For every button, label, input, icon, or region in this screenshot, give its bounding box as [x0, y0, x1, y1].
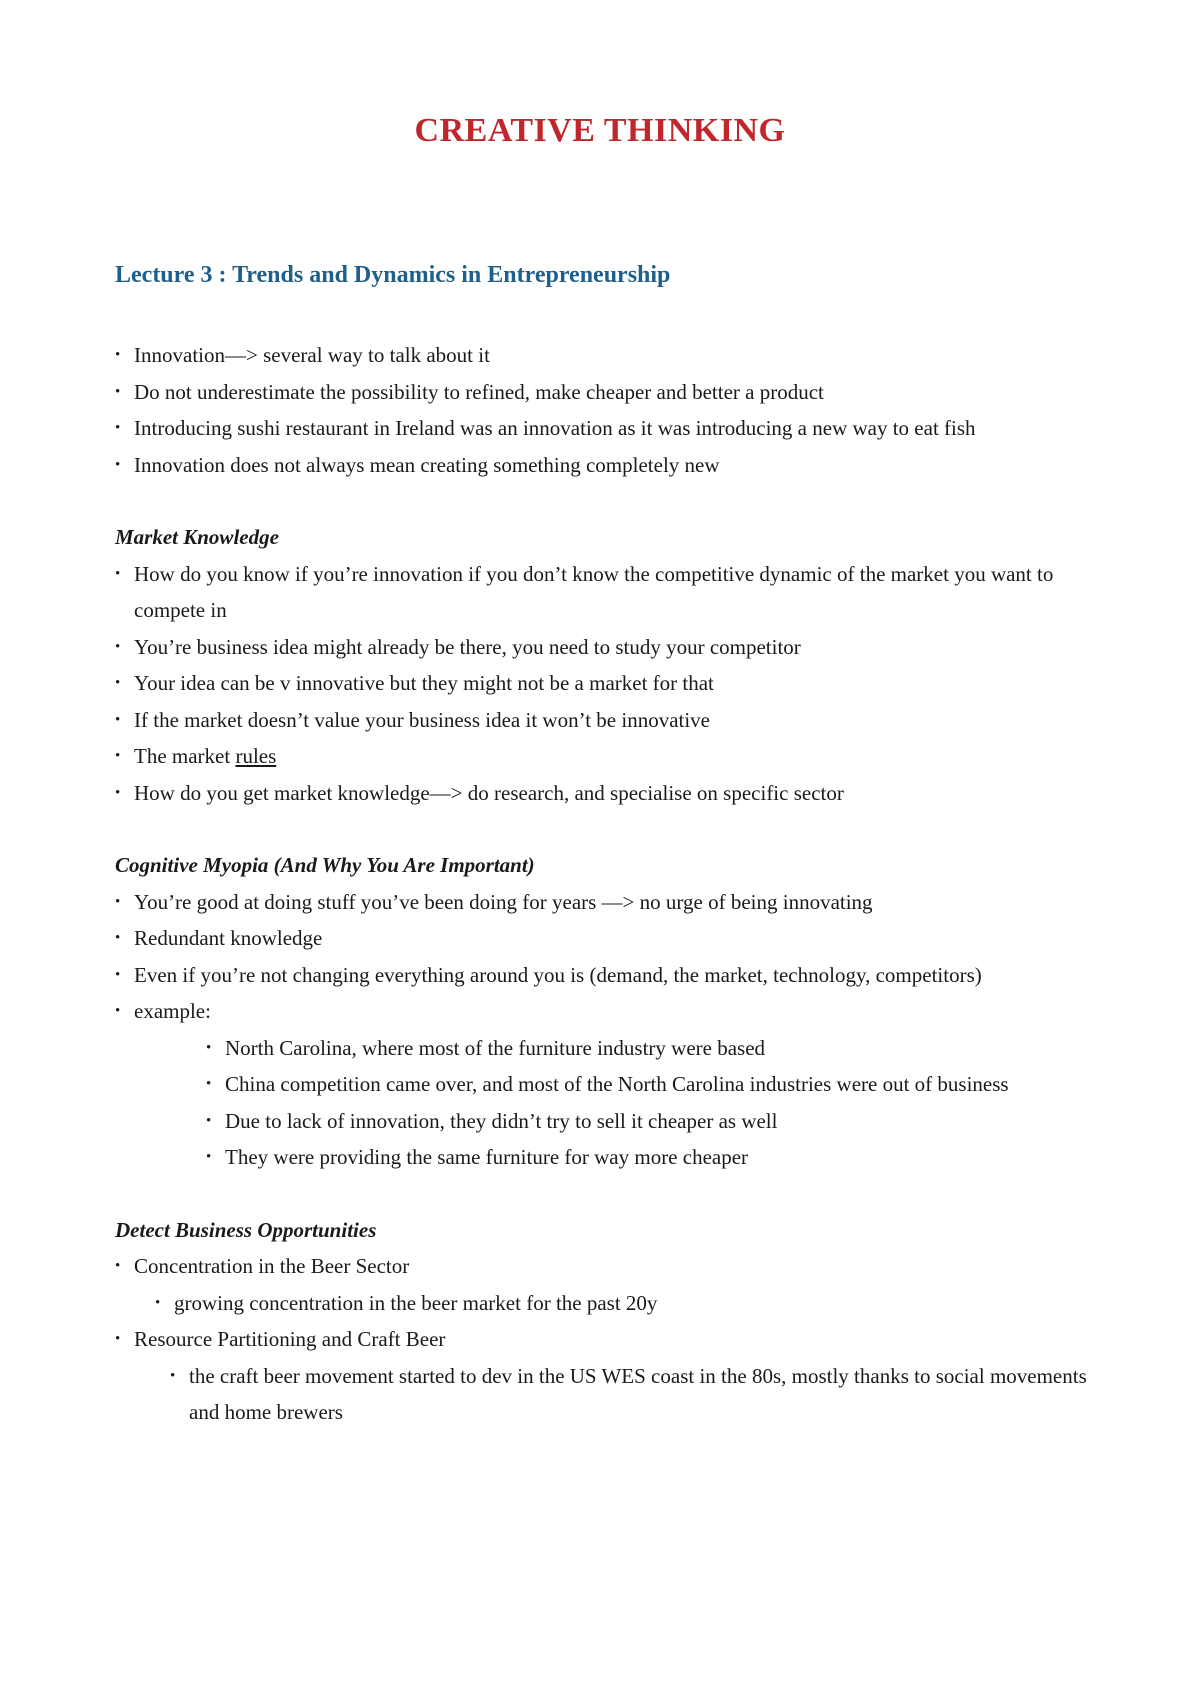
- beer-sublist: [115, 1285, 1090, 1322]
- list-item: • growing concentration in the beer market for the past 20y: [155, 1285, 1090, 1322]
- list-item: • the craft beer movement started to dev in the US WES coast in the 80s, mostly thanks to social movements and home brewers: [170, 1358, 1090, 1431]
- list-item: • Concentration in the Beer Sector: [115, 1248, 1090, 1285]
- section-heading-market-knowledge: Market Knowledge: [115, 525, 279, 549]
- rules-prefix: The market: [134, 744, 236, 768]
- document-body: [115, 337, 1090, 1431]
- list-item: • Your idea can be v innovative but they might not be a market for that: [115, 665, 1090, 702]
- list-item: • Redundant knowledge: [115, 920, 1090, 957]
- example-sublist: [115, 1030, 1090, 1176]
- section-spacer: [115, 811, 1090, 847]
- list-item: • You’re good at doing stuff you’ve been doing for years —> no urge of being innovating: [115, 884, 1090, 921]
- document-title: CREATIVE THINKING: [414, 112, 786, 149]
- lecture-heading: Lecture 3 : Trends and Dynamics in Entrepreneurship: [115, 262, 671, 288]
- section-spacer: [115, 483, 1090, 519]
- section-heading-detect-opportunities: Detect Business Opportunities: [115, 1217, 377, 1242]
- list-item: • North Carolina, where most of the furniture industry were based: [206, 1030, 1090, 1067]
- section-spacer: [115, 1176, 1090, 1212]
- rules-underlined: rules: [235, 744, 277, 768]
- list-item: • You’re business idea might already be there, you need to study your competitor: [115, 629, 1090, 666]
- list-item: • example:: [115, 993, 1090, 1030]
- intro-list: [115, 337, 1090, 483]
- list-item: • Introducing sushi restaurant in Ireland was an innovation as it was introducing a new way to eat fish: [115, 410, 1090, 447]
- detect-opportunities-list-2: [115, 1321, 1090, 1358]
- list-item: • Do not underestimate the possibility to refined, make cheaper and better a product: [115, 374, 1090, 411]
- section-heading-cognitive-myopia: Cognitive Myopia (And Why You Are Important): [115, 853, 535, 877]
- list-item: • Resource Partitioning and Craft Beer: [115, 1321, 1090, 1358]
- list-item: • They were providing the same furniture for way more cheaper: [206, 1139, 1090, 1176]
- list-item: • Innovation—> several way to talk about it: [115, 337, 1090, 374]
- market-knowledge-list: [115, 556, 1090, 812]
- craft-sublist: [115, 1358, 1090, 1431]
- cognitive-myopia-list: [115, 884, 1090, 1030]
- list-item: • Due to lack of innovation, they didn’t try to sell it cheaper as well: [206, 1103, 1090, 1140]
- list-item: • How do you get market knowledge—> do research, and specialise on specific sector: [115, 775, 1090, 812]
- list-item: • Even if you’re not changing everything around you is (demand, the market, technology, competitors): [115, 957, 1090, 994]
- list-item: • Innovation does not always mean creating something completely new: [115, 447, 1090, 484]
- list-item: • If the market doesn’t value your business idea it won’t be innovative: [115, 702, 1090, 739]
- detect-opportunities-list: [115, 1248, 1090, 1285]
- list-item: • China competition came over, and most of the North Carolina industries were out of business: [206, 1066, 1090, 1103]
- list-item: [115, 738, 1090, 775]
- list-item: • How do you know if you’re innovation if you don’t know the competitive dynamic of the market you want to compete in: [115, 556, 1090, 629]
